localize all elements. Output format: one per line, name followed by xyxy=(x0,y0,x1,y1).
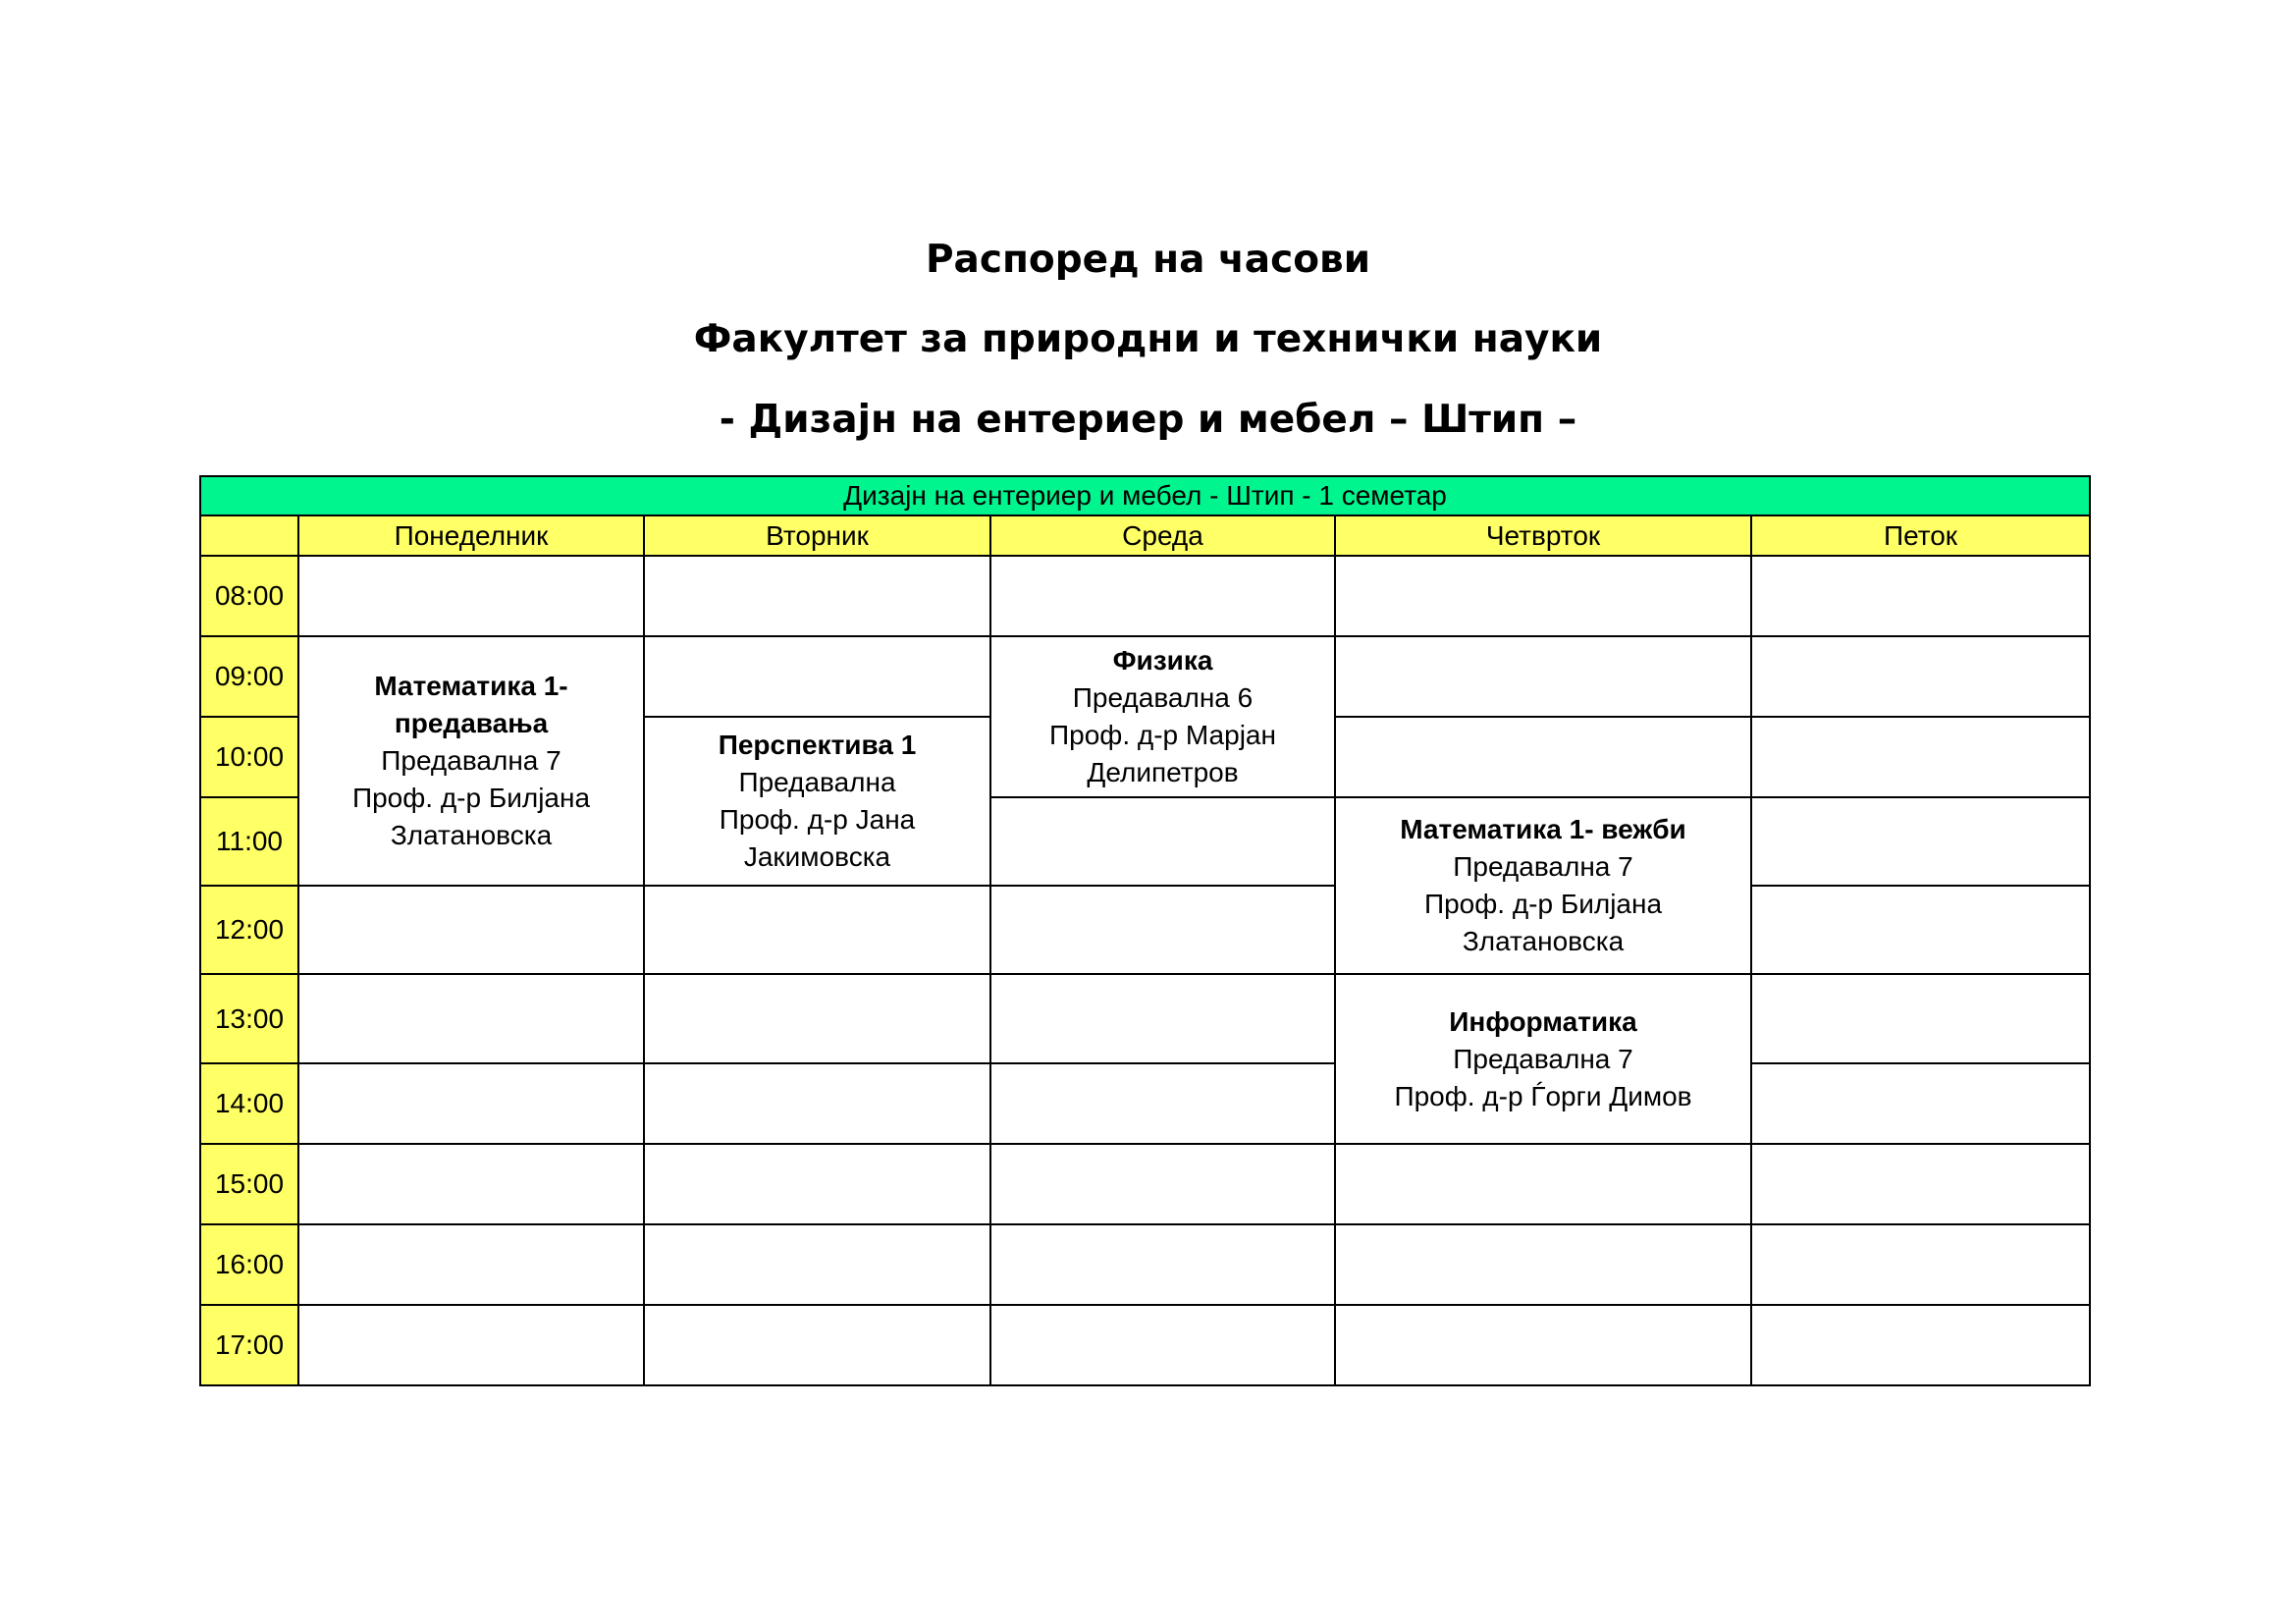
empty-cell xyxy=(298,886,644,974)
class-teacher-cont: Златановска xyxy=(1462,926,1625,956)
empty-cell xyxy=(298,1305,644,1385)
time-slot: 13:00 xyxy=(200,974,298,1063)
empty-cell xyxy=(298,1063,644,1144)
empty-cell xyxy=(990,974,1335,1063)
empty-cell xyxy=(1335,556,1751,636)
class-room: Предавална xyxy=(738,767,896,797)
empty-cell xyxy=(298,556,644,636)
day-header-monday: Понеделник xyxy=(298,515,644,556)
time-slot: 08:00 xyxy=(200,556,298,636)
empty-cell xyxy=(644,974,990,1063)
class-teacher: Проф. д-р Марјан xyxy=(1049,720,1276,750)
time-slot: 09:00 xyxy=(200,636,298,717)
empty-cell xyxy=(990,1144,1335,1224)
empty-cell xyxy=(990,1305,1335,1385)
class-teacher: Проф. д-р Билјана xyxy=(1423,889,1663,919)
class-subject: Математика 1- вежби xyxy=(1400,814,1686,844)
day-header-tuesday: Вторник xyxy=(644,515,990,556)
time-slot: 16:00 xyxy=(200,1224,298,1305)
empty-cell xyxy=(1751,1063,2090,1144)
class-room: Предавална 7 xyxy=(1453,851,1633,882)
class-physics xyxy=(990,636,1335,797)
time-slot: 11:00 xyxy=(200,797,298,886)
class-teacher-cont: Златановска xyxy=(390,820,553,850)
empty-cell xyxy=(644,1144,990,1224)
class-teacher-cont: Јакимовска xyxy=(743,841,891,872)
empty-cell xyxy=(644,556,990,636)
empty-cell xyxy=(644,886,990,974)
empty-cell xyxy=(990,797,1335,886)
empty-cell xyxy=(298,974,644,1063)
class-teacher-cont: Делипетров xyxy=(1087,757,1239,787)
schedule-banner: Дизајн на ентериер и мебел - Штип - 1 семетар xyxy=(200,476,2090,515)
time-slot: 12:00 xyxy=(200,886,298,974)
empty-cell xyxy=(1751,556,2090,636)
class-informatics xyxy=(1335,974,1751,1144)
class-perspective xyxy=(644,717,990,886)
empty-cell xyxy=(1335,1305,1751,1385)
class-room: Предавална 7 xyxy=(1453,1043,1633,1074)
empty-cell xyxy=(990,1224,1335,1305)
schedule-table xyxy=(199,475,2091,1386)
class-subject-cont: предавања xyxy=(394,708,549,738)
empty-cell xyxy=(990,886,1335,974)
time-slot: 14:00 xyxy=(200,1063,298,1144)
empty-cell xyxy=(1751,1144,2090,1224)
time-slot: 10:00 xyxy=(200,717,298,797)
empty-cell xyxy=(298,1144,644,1224)
empty-cell xyxy=(1751,1224,2090,1305)
empty-cell xyxy=(1751,797,2090,886)
class-subject: Информатика xyxy=(1449,1005,1637,1037)
empty-cell xyxy=(1751,717,2090,797)
time-slot: 15:00 xyxy=(200,1144,298,1224)
program-name: - Дизајн на ентериер и мебел – Штип – xyxy=(719,398,1577,442)
faculty-name: Факултет за природни и технички науки xyxy=(693,317,1603,361)
class-teacher: Проф. д-р Јана xyxy=(719,804,916,835)
empty-cell xyxy=(1751,1305,2090,1385)
empty-cell xyxy=(644,1305,990,1385)
empty-cell xyxy=(1751,636,2090,717)
class-math-exercises xyxy=(1335,797,1751,974)
class-subject: Математика 1- xyxy=(374,671,568,701)
empty-cell xyxy=(644,1063,990,1144)
empty-cell xyxy=(1335,717,1751,797)
day-header-friday: Петок xyxy=(1751,515,2090,556)
page-title: Распоред на часови xyxy=(925,238,1371,282)
class-math-lecture xyxy=(298,636,644,886)
time-slot: 17:00 xyxy=(200,1305,298,1385)
empty-cell xyxy=(1335,636,1751,717)
empty-cell xyxy=(298,1224,644,1305)
empty-cell xyxy=(990,556,1335,636)
corner-cell xyxy=(200,515,298,556)
empty-cell xyxy=(1335,1144,1751,1224)
day-header-wednesday: Среда xyxy=(990,515,1335,556)
empty-cell xyxy=(1751,886,2090,974)
class-teacher: Проф. д-р Ѓорги Димов xyxy=(1394,1080,1692,1111)
day-header-thursday: Четврток xyxy=(1335,515,1751,556)
class-subject: Физика xyxy=(1112,645,1213,676)
empty-cell xyxy=(644,1224,990,1305)
class-room: Предавална 6 xyxy=(1072,682,1254,713)
empty-cell xyxy=(1751,974,2090,1063)
class-teacher: Проф. д-р Билјана xyxy=(351,783,591,813)
empty-cell xyxy=(990,1063,1335,1144)
class-subject: Перспектива 1 xyxy=(718,730,917,760)
empty-cell xyxy=(1335,1224,1751,1305)
empty-cell xyxy=(644,636,990,717)
class-room: Предавална 7 xyxy=(381,745,561,776)
